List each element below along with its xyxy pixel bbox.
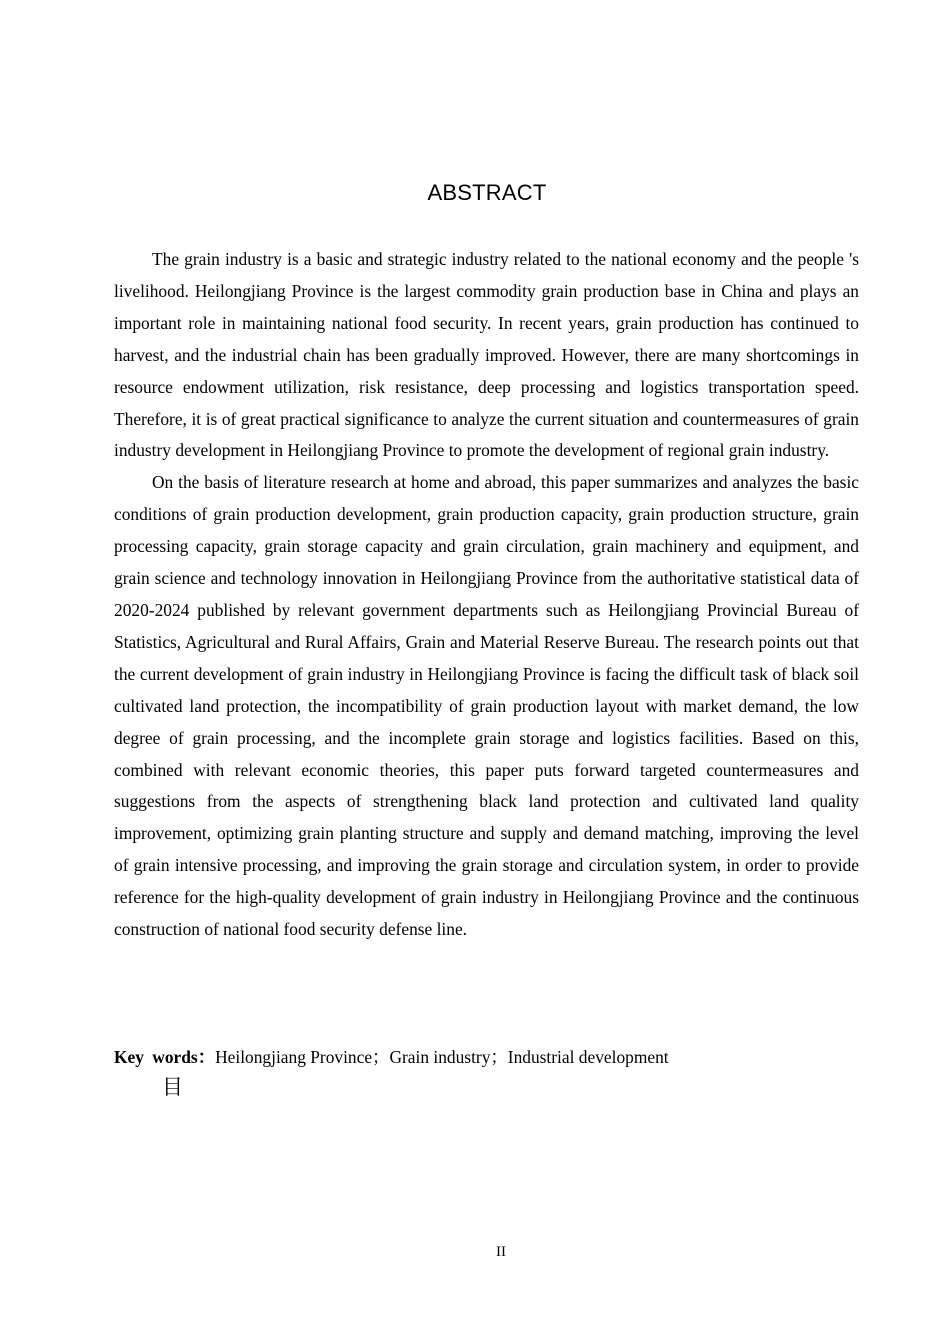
abstract-title: ABSTRACT — [427, 180, 547, 205]
stray-character: 目 — [162, 1075, 183, 1099]
keywords-label: Key words： — [114, 1047, 216, 1067]
abstract-body — [114, 244, 859, 946]
keywords-line — [114, 1042, 859, 1073]
page-number: II — [496, 1244, 506, 1260]
keywords-text: Heilongjiang Province；Grain industry；Industrial development — [215, 1047, 669, 1067]
abstract-paragraph-1: The grain industry is a basic and strategic industry related to the national economy and the people 's livelihood. Heilongjiang Province is the largest commodity grain production base in China and plays an important role in maintaining national food security. In recent years, grain production has continued to harvest, and the industrial chain has been gradually improved. However, there are many shortcomings in resource endowment utilization, risk resistance, deep processing and logistics transportation speed. Therefore, it is of great practical significance to analyze the current situation and countermeasures of grain industry development in Heilongjiang Province to promote the development of regional grain industry. — [114, 249, 859, 461]
abstract-paragraph-2: On the basis of literature research at home and abroad, this paper summarizes and analyzes the basic conditions of grain production development, grain production capacity, grain production structure, grain processing capacity, grain storage capacity and grain circulation, grain machinery and equipment, and grain science and technology innovation in Heilongjiang Province from the authoritative statistical data of 2020-2024 published by relevant government departments such as Heilongjiang Provincial Bureau of Statistics, Agricultural and Rural Affairs, Grain and Material Reserve Bureau. The research points out that the current development of grain industry in Heilongjiang Province is facing the difficult task of black soil cultivated land protection, the incompatibility of grain production layout with market demand, the low degree of grain processing, and the incomplete grain storage and logistics facilities. Based on this, combined with relevant economic theories, this paper puts forward targeted countermeasures and suggestions from the aspects of strengthening black land protection and cultivated land quality improvement, optimizing grain planting structure and supply and demand matching, improving the level of grain intensive processing, and improving the grain storage and circulation system, in order to provide reference for the high-quality development of grain industry in Heilongjiang Province and the continuous construction of national food security defense line. — [114, 472, 859, 940]
